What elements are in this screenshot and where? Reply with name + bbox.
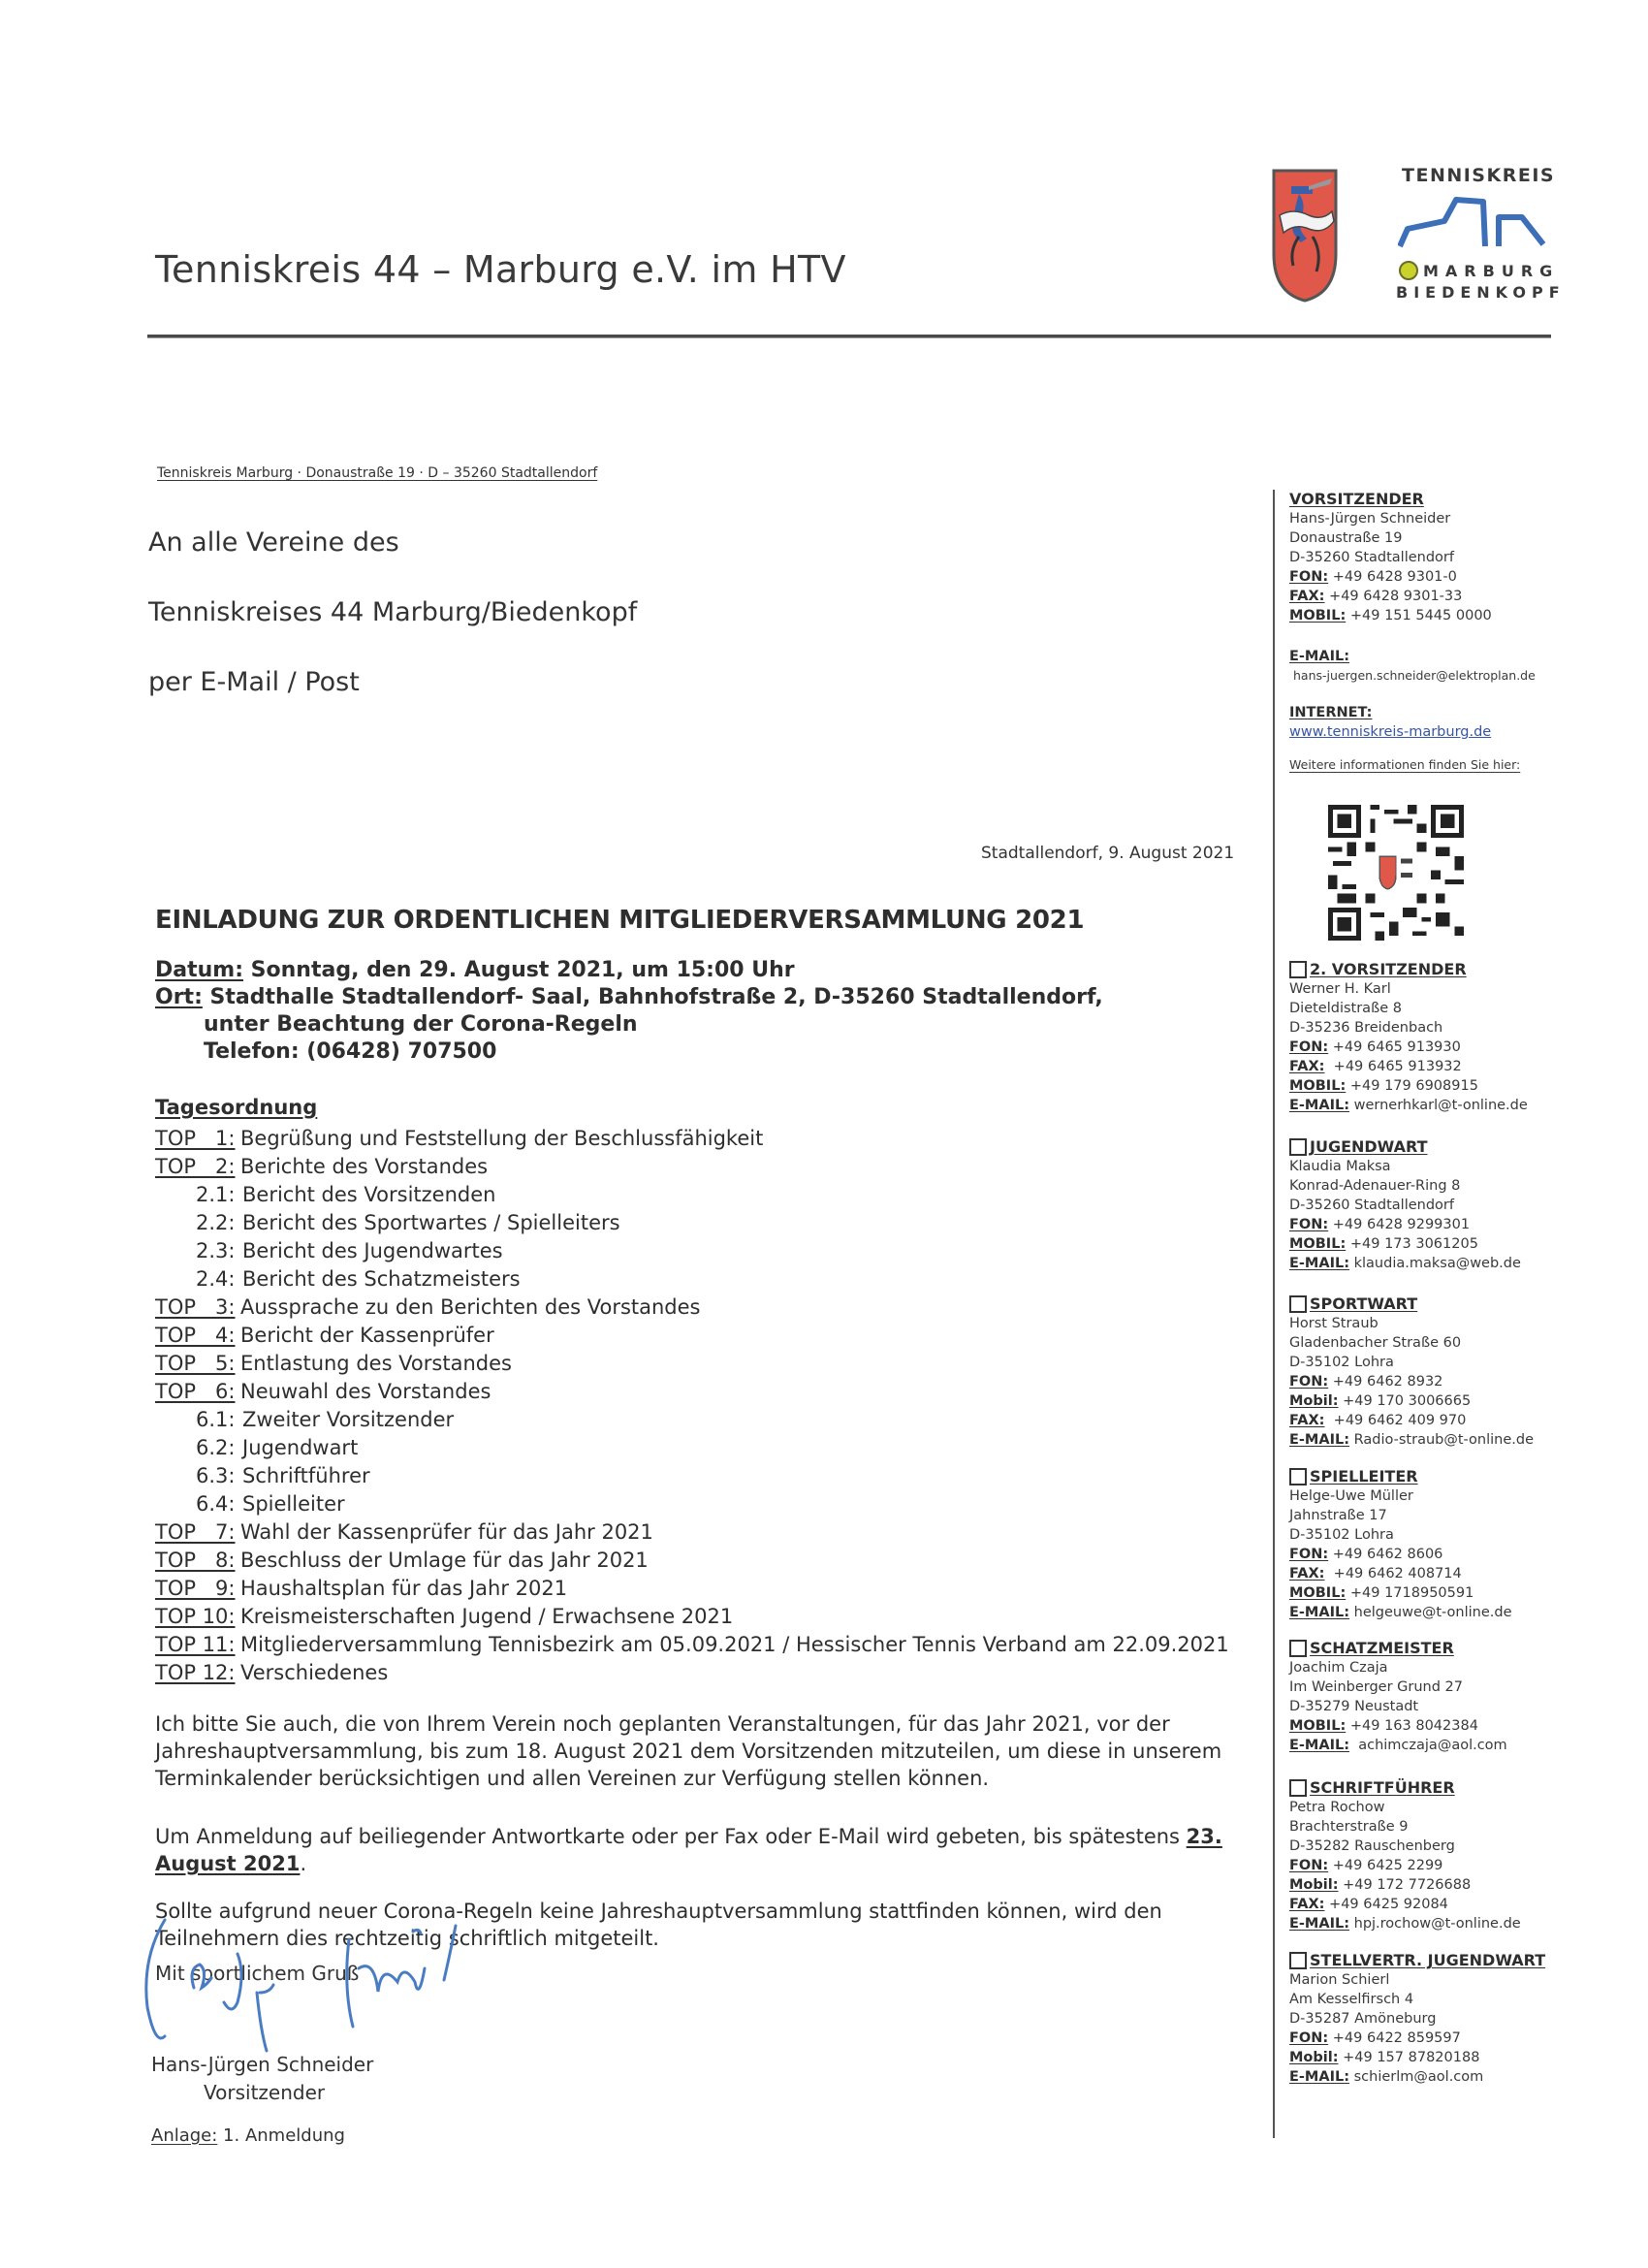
contact-value[interactable]: schierlm@aol.com — [1349, 2069, 1484, 2085]
role-heading — [1289, 1778, 1580, 1798]
logo-biedenkopf-text: BIEDENKOPF — [1396, 283, 1566, 302]
agenda-item — [155, 1125, 1229, 1153]
fax-label: FAX: — [1289, 589, 1325, 604]
agenda-item-text: Verschiedenes — [240, 1661, 389, 1684]
chair-contact-block — [1289, 490, 1580, 775]
contact-label: E-MAIL: — [1289, 1916, 1350, 1932]
checkbox-icon[interactable] — [1289, 1295, 1307, 1313]
agenda-item-text: Schriftführer — [242, 1464, 370, 1487]
role-contact-line — [1289, 2028, 1580, 2048]
contact-label: MOBIL: — [1289, 1718, 1347, 1734]
role-contact-block — [1289, 1951, 1580, 2087]
agenda-subitem — [155, 1434, 1229, 1462]
contact-value: +49 157 87820188 — [1338, 2050, 1480, 2065]
phone-value: +49 6428 9301-0 — [1328, 569, 1457, 585]
contact-label: FON: — [1289, 1547, 1329, 1562]
role-city: D-35282 Rauschenberg — [1289, 1838, 1455, 1854]
role-contact-line — [1289, 1736, 1580, 1755]
agenda-item — [155, 1378, 1229, 1406]
agenda-list — [155, 1125, 1229, 1687]
phone-label: FON: — [1289, 569, 1329, 585]
agenda-item-number: TOP 4: — [155, 1324, 236, 1347]
role-contact-block — [1289, 1294, 1580, 1450]
header-divider — [147, 335, 1551, 338]
role-title: STELLVERTR. JUGENDWART — [1310, 1951, 1546, 1969]
role-street: Gladenbacher Straße 60 — [1289, 1335, 1462, 1351]
agenda-item-number: TOP 2: — [155, 1155, 236, 1178]
role-city: D-35102 Lohra — [1289, 1527, 1394, 1543]
paragraph-events: Ich bitte Sie auch, die von Ihrem Verein noch geplanten Veranstaltungen, für das Jahr 2021, vor der Jahreshauptversammlung, bis zum 18. August 2021 dem Vorsitzenden mitzuteilen, um diese in unserem Terminkalender berücksichtigen und allen Vereinen zur Verfügung stellen können. — [155, 1712, 1222, 1790]
contact-label: FAX: — [1289, 1059, 1325, 1074]
role-contact-line — [1289, 1895, 1580, 1914]
agenda-item-text: Mitgliederversammlung Tennisbezirk am 05.09.2021 / Hessischer Tennis Verband am 22.09.2021 — [240, 1633, 1229, 1656]
role-contact-line — [1289, 1234, 1580, 1254]
agenda-item — [155, 1659, 1229, 1687]
closing-greeting: Mit sportlichem Gruß — [155, 1962, 360, 1985]
agenda-item-number: TOP 3: — [155, 1295, 236, 1319]
more-info-text: Weitere informationen finden Sie hier: — [1289, 757, 1521, 772]
role-title: SCHATZMEISTER — [1310, 1639, 1454, 1657]
contact-value: +49 6425 2299 — [1328, 1858, 1443, 1873]
agenda-item — [155, 1547, 1229, 1575]
chair-heading — [1289, 490, 1580, 509]
role-city: D-35102 Lohra — [1289, 1355, 1394, 1370]
contact-value[interactable]: wernerhkarl@t-online.de — [1349, 1098, 1528, 1113]
registration-end: . — [300, 1852, 307, 1875]
role-title: SPIELLEITER — [1310, 1467, 1418, 1485]
agenda-subitem — [155, 1462, 1229, 1490]
agenda-subitem — [155, 1181, 1229, 1209]
contact-value: +49 1718950591 — [1346, 1585, 1474, 1601]
recipient-line-2: Tenniskreises 44 Marburg/Biedenkopf — [148, 597, 638, 627]
role-street: Dieteldistraße 8 — [1289, 1001, 1402, 1016]
contact-label: E-MAIL: — [1289, 1605, 1350, 1620]
role-contact-block — [1289, 1778, 1580, 1933]
role-name: Horst Straub — [1289, 1316, 1379, 1331]
contact-label: FON: — [1289, 1039, 1329, 1055]
location-note: unter Beachtung der Corona-Regeln — [204, 1012, 638, 1037]
contact-value: +49 6462 8606 — [1328, 1547, 1443, 1562]
role-contact-line — [1289, 2048, 1580, 2067]
agenda-heading: Tagesordnung — [155, 1096, 318, 1119]
contact-label: E-MAIL: — [1289, 1256, 1350, 1271]
role-contact-block — [1289, 1639, 1580, 1755]
logo-top-text: TENNISKREIS — [1402, 165, 1556, 186]
agenda-item-number: TOP 1: — [155, 1127, 236, 1150]
contact-value: +49 6428 9299301 — [1328, 1217, 1471, 1232]
role-name: Helge-Uwe Müller — [1289, 1488, 1413, 1504]
agenda-item-number: TOP 8: — [155, 1549, 236, 1572]
paragraph-registration — [155, 1823, 1251, 1877]
role-contact-block — [1289, 1137, 1580, 1273]
agenda-item-text: Bericht des Jugendwartes — [242, 1239, 503, 1262]
fax-value: +49 6428 9301-33 — [1324, 589, 1463, 604]
agenda-item-number: TOP 11: — [155, 1633, 236, 1656]
role-contact-block — [1289, 960, 1580, 1115]
meeting-date — [155, 958, 795, 982]
contact-value[interactable]: klaudia.maksa@web.de — [1349, 1256, 1521, 1271]
role-contact-line — [1289, 1254, 1580, 1273]
role-contact-line — [1289, 1038, 1580, 1057]
contact-label: E-MAIL: — [1289, 2069, 1350, 2085]
checkbox-icon[interactable] — [1289, 1779, 1307, 1797]
role-title: 2. VORSITZENDER — [1310, 960, 1467, 978]
contact-label: MOBIL: — [1289, 1078, 1347, 1094]
agenda-item-text: Bericht der Kassenprüfer — [240, 1324, 494, 1347]
chair-email[interactable]: hans-juergen.schneider@elektroplan.de — [1293, 668, 1536, 683]
role-city: D-35279 Neustadt — [1289, 1699, 1419, 1714]
agenda-item-text: Beschluss der Umlage für das Jahr 2021 — [240, 1549, 649, 1572]
agenda-item-number: 2.3: — [196, 1239, 236, 1262]
mobile-value: +49 151 5445 0000 — [1346, 608, 1492, 623]
handwritten-signature — [136, 1901, 543, 2065]
role-street: Am Kesselfirsch 4 — [1289, 1992, 1414, 2007]
role-name: Petra Rochow — [1289, 1800, 1385, 1815]
role-name: Joachim Czaja — [1289, 1660, 1388, 1676]
role-contact-block — [1289, 1467, 1580, 1622]
email-label: E-MAIL: — [1289, 649, 1350, 664]
attachment-label: Anlage: — [151, 2125, 218, 2146]
role-contact-line — [1289, 1716, 1580, 1736]
role-name: Werner H. Karl — [1289, 981, 1391, 997]
checkbox-icon[interactable] — [1289, 961, 1307, 978]
role-heading — [1289, 1467, 1580, 1486]
date-value: Sonntag, den 29. August 2021, um 15:00 Uhr — [243, 958, 795, 982]
contact-label: E-MAIL: — [1289, 1738, 1350, 1753]
agenda-item — [155, 1575, 1229, 1603]
chair-city: D-35260 Stadtallendorf — [1289, 550, 1454, 565]
agenda-item-number: 6.3: — [196, 1464, 236, 1487]
attachment-note — [151, 2125, 345, 2146]
agenda-item-number: 6.4: — [196, 1492, 236, 1516]
agenda-subitem — [155, 1490, 1229, 1518]
contact-label: FON: — [1289, 1858, 1329, 1873]
role-contact-line — [1289, 1583, 1580, 1603]
tennis-ball-icon — [1398, 260, 1419, 281]
agenda-item-number: 2.1: — [196, 1183, 236, 1206]
agenda-item — [155, 1322, 1229, 1350]
chair-internet-label — [1289, 703, 1580, 722]
date-label: Datum: — [155, 958, 244, 982]
contact-value: +49 6462 8932 — [1328, 1374, 1443, 1390]
role-contact-line — [1289, 1215, 1580, 1234]
agenda-item-text: Berichte des Vorstandes — [240, 1155, 489, 1178]
checkbox-icon[interactable] — [1289, 1468, 1307, 1485]
chair-phone — [1289, 567, 1580, 587]
role-contact-line — [1289, 1564, 1580, 1583]
contact-label: FON: — [1289, 1374, 1329, 1390]
role-contact-line — [1289, 1096, 1580, 1115]
contact-value: +49 173 3061205 — [1346, 1236, 1478, 1252]
contact-label: MOBIL: — [1289, 1585, 1347, 1601]
agenda-item-number: TOP 9: — [155, 1577, 236, 1600]
role-title: JUGENDWART — [1310, 1137, 1428, 1156]
agenda-subitem — [155, 1406, 1229, 1434]
role-street: Konrad-Adenauer-Ring 8 — [1289, 1178, 1461, 1194]
agenda-item-text: Neuwahl des Vorstandes — [240, 1380, 491, 1403]
attachment-value: 1. Anmeldung — [217, 2125, 345, 2146]
role-contact-line — [1289, 1545, 1580, 1564]
agenda-item-number: TOP 10: — [155, 1605, 236, 1628]
agenda-item-text: Entlastung des Vorstandes — [240, 1352, 512, 1375]
contact-label: MOBIL: — [1289, 1236, 1347, 1252]
contact-label: Mobil: — [1289, 1393, 1339, 1409]
agenda-item-text: Aussprache zu den Berichten des Vorstandes — [240, 1295, 701, 1319]
chair-mobile — [1289, 606, 1580, 625]
contact-value: +49 6462 409 970 — [1324, 1413, 1467, 1428]
contact-value: +49 179 6908915 — [1346, 1078, 1478, 1094]
agenda-item — [155, 1518, 1229, 1547]
invitation-title: EINLADUNG ZUR ORDENTLICHEN MITGLIEDERVERSAMMLUNG 2021 — [155, 906, 1085, 935]
registration-deadline: 23. August 2021 — [155, 1825, 1222, 1875]
role-city: D-35287 Amöneburg — [1289, 2011, 1437, 2027]
role-heading — [1289, 1639, 1580, 1658]
contact-value: +49 170 3006665 — [1338, 1393, 1472, 1409]
agenda-item-number: TOP 6: — [155, 1380, 236, 1403]
contact-label: FAX: — [1289, 1897, 1325, 1912]
agenda-item-text: Bericht des Vorsitzenden — [242, 1183, 496, 1206]
contact-value[interactable]: achimczaja@aol.com — [1349, 1738, 1507, 1753]
chair-email-label — [1289, 647, 1580, 666]
agenda-subitem — [155, 1265, 1229, 1294]
contact-label: E-MAIL: — [1289, 1432, 1350, 1448]
role-title: SCHRIFTFÜHRER — [1310, 1778, 1455, 1797]
contact-value: +49 6422 859597 — [1328, 2030, 1461, 2046]
contact-label: FAX: — [1289, 1413, 1325, 1428]
contact-value: +49 6462 408714 — [1324, 1566, 1462, 1581]
sender-address-line: Tenniskreis Marburg · Donaustraße 19 · D – 35260 Stadtallendorf — [157, 465, 598, 481]
registration-text: Um Anmeldung auf beiliegender Antwortkarte oder per Fax oder E-Mail wird gebeten, bis spätestens — [155, 1825, 1187, 1848]
sidebar-divider — [1273, 490, 1275, 2138]
role-name: Marion Schierl — [1289, 1972, 1390, 1988]
role-city: D-35236 Breidenbach — [1289, 1020, 1443, 1036]
role-title: SPORTWART — [1310, 1294, 1418, 1313]
role-street: Im Weinberger Grund 27 — [1289, 1679, 1464, 1695]
agenda-item — [155, 1631, 1229, 1659]
checkbox-icon[interactable] — [1289, 1138, 1307, 1156]
organization-title: Tenniskreis 44 – Marburg e.V. im HTV — [155, 248, 846, 291]
agenda-item-number: TOP 7: — [155, 1520, 236, 1544]
internet-label: INTERNET: — [1289, 705, 1373, 720]
agenda-item-text: Spielleiter — [242, 1492, 345, 1516]
mobile-label: MOBIL: — [1289, 608, 1347, 623]
role-contact-line — [1289, 1076, 1580, 1096]
role-street: Brachterstraße 9 — [1289, 1819, 1409, 1835]
contact-label: FAX: — [1289, 1566, 1325, 1581]
qr-code-icon[interactable] — [1328, 805, 1464, 941]
letter-date: Stadtallendorf, 9. August 2021 — [981, 844, 1235, 863]
agenda-item-number: 2.2: — [196, 1211, 236, 1234]
agenda-item-text: Jugendwart — [242, 1436, 359, 1459]
agenda-subitem — [155, 1209, 1229, 1237]
paragraph-corona: Sollte aufgrund neuer Corona-Regeln keine Jahreshauptversammlung stattfinden können, wird den Teilnehmern dies rechtzeitig schriftlich mitgeteilt. — [155, 1900, 1162, 1950]
signer-name: Hans-Jürgen Schneider — [151, 2053, 374, 2076]
mountain-line-icon — [1398, 196, 1553, 250]
role-contact-line — [1289, 1372, 1580, 1391]
role-name: Klaudia Maksa — [1289, 1159, 1391, 1174]
agenda-item-number: 6.2: — [196, 1436, 236, 1459]
contact-value[interactable]: Radio-straub@t-online.de — [1349, 1432, 1535, 1448]
signer-role: Vorsitzender — [204, 2081, 326, 2104]
agenda-item-number: 6.1: — [196, 1408, 236, 1431]
agenda-item-text: Wahl der Kassenprüfer für das Jahr 2021 — [240, 1520, 653, 1544]
role-contact-line — [1289, 1603, 1580, 1622]
agenda-item-number: TOP 12: — [155, 1661, 236, 1684]
role-contact-line — [1289, 1391, 1580, 1411]
recipient-line-3: per E-Mail / Post — [148, 667, 360, 697]
role-contact-line — [1289, 1875, 1580, 1895]
location-phone: Telefon: (06428) 707500 — [204, 1039, 497, 1064]
chair-fax — [1289, 587, 1580, 606]
role-contact-line — [1289, 1914, 1580, 1933]
contact-value: +49 163 8042384 — [1346, 1718, 1478, 1734]
chair-title: VORSITZENDER — [1289, 490, 1424, 508]
location-label: Ort: — [155, 985, 203, 1009]
agenda-item-text: Bericht des Sportwartes / Spielleiters — [242, 1211, 620, 1234]
agenda-item-text: Begrüßung und Feststellung der Beschlussfähigkeit — [240, 1127, 764, 1150]
role-contact-line — [1289, 1057, 1580, 1076]
agenda-item-text: Bericht des Schatzmeisters — [242, 1267, 521, 1291]
checkbox-icon[interactable] — [1289, 1640, 1307, 1657]
agenda-item-text: Zweiter Vorsitzender — [242, 1408, 455, 1431]
role-contact-line — [1289, 1430, 1580, 1450]
agenda-item-number: 2.4: — [196, 1267, 236, 1291]
role-street: Jahnstraße 17 — [1289, 1508, 1387, 1523]
role-contact-line — [1289, 1856, 1580, 1875]
contact-label: E-MAIL: — [1289, 1098, 1350, 1113]
website-link[interactable]: www.tenniskreis-marburg.de — [1289, 724, 1492, 740]
contact-value: +49 6465 913932 — [1324, 1059, 1462, 1074]
contact-value: +49 172 7726688 — [1338, 1877, 1472, 1893]
checkbox-icon[interactable] — [1289, 1952, 1307, 1969]
contact-label: Mobil: — [1289, 2050, 1339, 2065]
chair-street: Donaustraße 19 — [1289, 530, 1403, 546]
logo-marburg-text: MARBURG — [1423, 262, 1560, 280]
agenda-item-number: TOP 5: — [155, 1352, 236, 1375]
location-value: Stadthalle Stadtallendorf- Saal, Bahnhofstraße 2, D-35260 Stadtallendorf, — [202, 985, 1103, 1009]
contact-value[interactable]: helgeuwe@t-online.de — [1349, 1605, 1512, 1620]
role-contact-line — [1289, 1411, 1580, 1430]
contact-value: +49 6465 913930 — [1328, 1039, 1461, 1055]
meeting-location — [155, 985, 1103, 1009]
coat-of-arms-icon — [1270, 167, 1340, 304]
contact-label: FON: — [1289, 1217, 1329, 1232]
contact-value[interactable]: hpj.rochow@t-online.de — [1349, 1916, 1521, 1932]
agenda-item — [155, 1153, 1229, 1181]
role-heading — [1289, 1951, 1580, 1970]
role-heading — [1289, 960, 1580, 979]
agenda-item — [155, 1350, 1229, 1378]
recipient-line-1: An alle Vereine des — [148, 527, 399, 558]
tenniskreis-logo — [1396, 165, 1566, 310]
agenda-item-text: Haushaltsplan für das Jahr 2021 — [240, 1577, 568, 1600]
agenda-subitem — [155, 1237, 1229, 1265]
contact-value: +49 6425 92084 — [1324, 1897, 1448, 1912]
role-city: D-35260 Stadtallendorf — [1289, 1198, 1454, 1213]
agenda-item-text: Kreismeisterschaften Jugend / Erwachsene 2021 — [240, 1605, 734, 1628]
role-heading — [1289, 1294, 1580, 1314]
agenda-item — [155, 1603, 1229, 1631]
contact-label: FON: — [1289, 2030, 1329, 2046]
chair-name: Hans-Jürgen Schneider — [1289, 511, 1451, 527]
agenda-item — [155, 1294, 1229, 1322]
contact-label: Mobil: — [1289, 1877, 1339, 1893]
role-contact-line — [1289, 2067, 1580, 2087]
role-heading — [1289, 1137, 1580, 1157]
